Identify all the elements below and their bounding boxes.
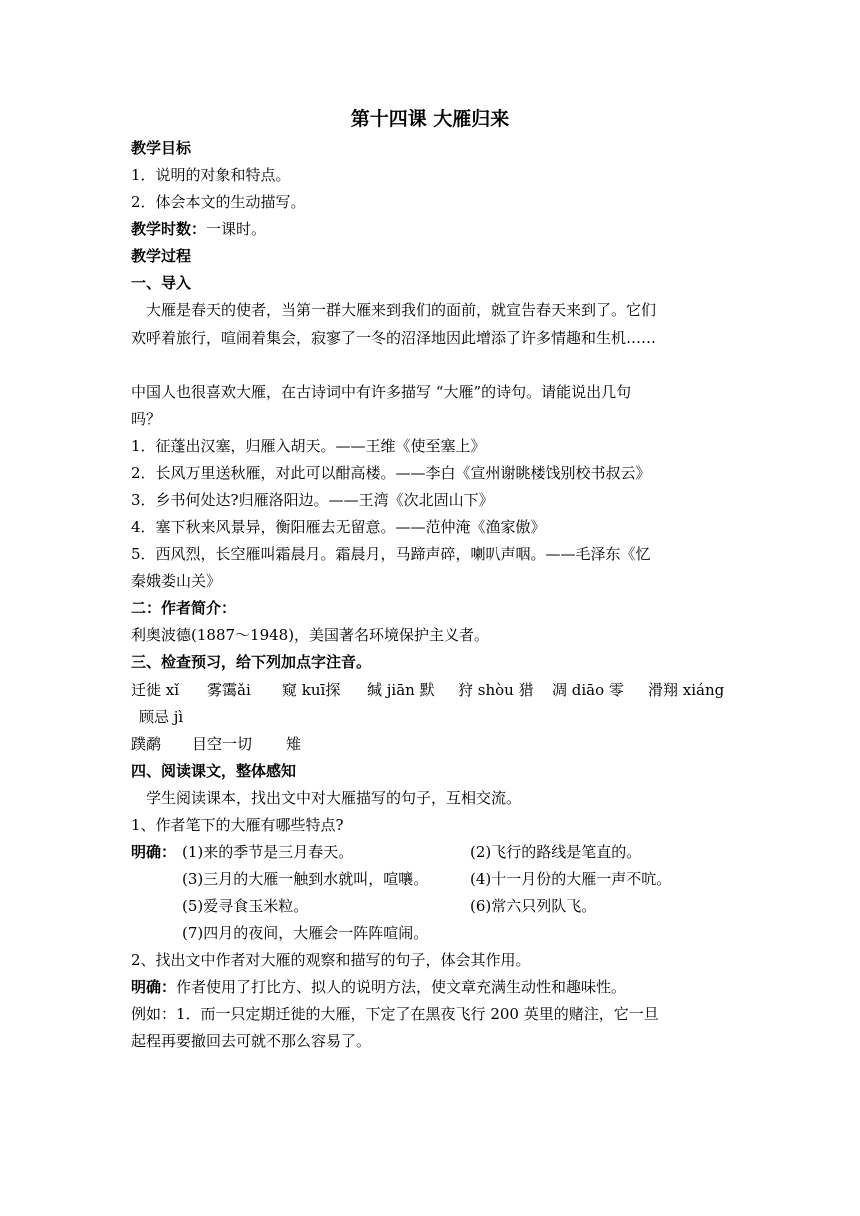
teaching-hours-label: 教学时数： — [131, 220, 207, 238]
page-title: 第十四课 大雁归来 — [350, 108, 510, 130]
question-1: 1、作者笔下的大雁有哪些特点? — [131, 816, 344, 834]
author-text: 利奥波德(1887～1948)，美国著名环境保护主义者。 — [131, 626, 490, 644]
poem-line: 3．乡书何处达?归雁洛阳边。——王湾《次北固山下》 — [131, 491, 494, 509]
preview-word: 缄 jiān 默 — [367, 681, 435, 699]
intro-paragraph-line: 欢呼着旅行，喧闹着集会，寂寥了一冬的沼泽地因此增添了许多情趣和生机…… — [131, 329, 657, 347]
preview-word: 滑翔 xiáng — [648, 681, 725, 699]
intro-paragraph-line: 吗？ — [131, 410, 162, 428]
answer-item: (1)来的季节是三月春天。 — [182, 843, 354, 861]
intro-heading: 一、导入 — [131, 274, 192, 292]
intro-paragraph-line: 大雁是春天的使者，当第一群大雁来到我们的面前，就宣告春天来到了。它们 — [131, 301, 657, 319]
poem-line: 5．西风烈，长空雁叫霜晨月。霜晨月，马蹄声碎，喇叭声咽。——毛泽东《忆 — [131, 545, 651, 563]
answer-item: (3)三月的大雁一触到水就叫，喧嚷。 — [182, 870, 429, 888]
preview-word: 凋 diāo 零 — [552, 681, 624, 699]
answer-2-label: 明确： — [131, 978, 177, 996]
poem-line: 4．塞下秋来风景异，衡阳雁去无留意。——范仲淹《渔家傲》 — [131, 518, 546, 536]
answer-2-text: 作者使用了打比方、拟人的说明方法，使文章充满生动性和趣味性。 — [176, 978, 627, 996]
answer-2 — [131, 977, 626, 997]
answer-item: (7)四月的夜间，大雁会一阵阵喧闹。 — [182, 924, 429, 942]
author-heading: 二：作者简介： — [131, 599, 237, 617]
answer-item: (4)十一月份的大雁一声不吭。 — [470, 870, 672, 888]
reading-intro: 学生阅读课本，找出文中对大雁描写的句子，互相交流。 — [131, 789, 522, 807]
objectives-heading: 教学目标 — [131, 139, 192, 157]
preview-word: 雾霭ǎi — [207, 681, 251, 699]
preview-word: 蹼鹬 — [131, 735, 162, 753]
answer-item: (2)飞行的路线是笔直的。 — [470, 843, 642, 861]
preview-word: 顾忌 jì — [139, 708, 184, 726]
preview-word: 目空一切 — [192, 735, 253, 753]
poem-line: 1．征蓬出汉塞，归雁入胡天。——王维《使至塞上》 — [131, 437, 486, 455]
intro-paragraph-line: 中国人也很喜欢大雁，在古诗词中有许多描写 “大雁”的诗句。请能说出几句 — [131, 383, 632, 401]
preview-word: 迁徙 xǐ — [131, 681, 180, 699]
poem-line: 秦娥娄山关》 — [131, 572, 222, 590]
example-line: 例如：1．而一只定期迁徙的大雁，下定了在黑夜飞行 200 英里的赌注，它一旦 — [131, 1005, 659, 1023]
poem-line: 2．长风万里送秋雁，对此可以酣高楼。——李白《宣州谢眺楼饯别校书叔云》 — [131, 464, 651, 482]
example-line: 起程再要撤回去可就不那么容易了。 — [131, 1032, 372, 1050]
objective-item: 2．体会本文的生动描写。 — [131, 193, 306, 211]
teaching-hours — [131, 219, 266, 239]
preview-word: 窥 kuī探 — [282, 681, 341, 699]
objective-item: 1．说明的对象和特点。 — [131, 166, 291, 184]
question-2: 2、找出文中作者对大雁的观察和描写的句子，体会其作用。 — [131, 951, 531, 969]
reading-heading: 四、阅读课文，整体感知 — [131, 762, 297, 780]
answer-label: 明确： — [131, 843, 177, 861]
answer-item: (5)爱寻食玉米粒。 — [182, 897, 309, 915]
teaching-hours-value: 一课时。 — [206, 220, 267, 238]
answer-item: (6)常六只列队飞。 — [470, 897, 597, 915]
preview-word: 狩 shòu 猎 — [458, 681, 534, 699]
preview-word: 雉 — [286, 735, 302, 753]
preview-heading: 三、检查预习，给下列加点字注音。 — [131, 653, 372, 671]
process-heading: 教学过程 — [131, 247, 192, 265]
